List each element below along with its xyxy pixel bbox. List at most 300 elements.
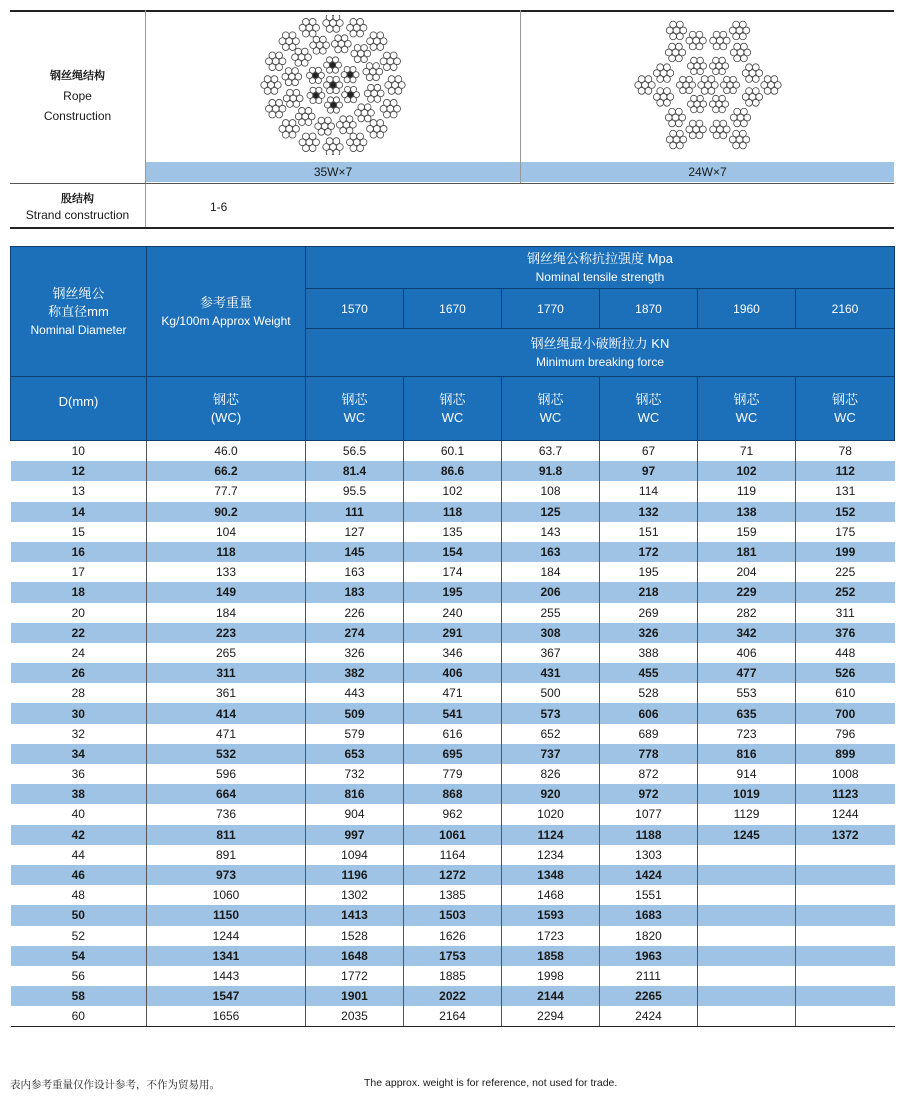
force-cell: 127 bbox=[306, 522, 404, 542]
force-cell: 159 bbox=[698, 522, 796, 542]
table-row bbox=[11, 845, 895, 865]
force-cell: 868 bbox=[404, 784, 502, 804]
force-header bbox=[306, 329, 895, 377]
force-cell: 1077 bbox=[600, 804, 698, 824]
force-cell: 500 bbox=[502, 683, 600, 703]
table-row bbox=[11, 986, 895, 1006]
force-cell: 1468 bbox=[502, 885, 600, 905]
force-cell: 1885 bbox=[404, 966, 502, 986]
grade-header: 1670 bbox=[404, 289, 502, 329]
diameter-cell: 42 bbox=[11, 825, 147, 845]
weight-cell: 1244 bbox=[147, 926, 306, 946]
force-cell: 308 bbox=[502, 623, 600, 643]
d-mm-header: D(mm) bbox=[11, 377, 147, 441]
force-cell: 431 bbox=[502, 663, 600, 683]
weight-cell: 1060 bbox=[147, 885, 306, 905]
diameter-cell: 22 bbox=[11, 623, 147, 643]
force-cell bbox=[698, 1006, 796, 1027]
force-cell: 1234 bbox=[502, 845, 600, 865]
force-cell bbox=[796, 845, 895, 865]
weight-cell: 223 bbox=[147, 623, 306, 643]
diameter-cell: 15 bbox=[11, 522, 147, 542]
force-cell bbox=[698, 926, 796, 946]
force-cell: 78 bbox=[796, 441, 895, 462]
core-label-zh: 钢芯 bbox=[537, 391, 564, 407]
force-cell bbox=[796, 885, 895, 905]
force-cell: 443 bbox=[306, 683, 404, 703]
force-cell: 2111 bbox=[600, 966, 698, 986]
mid-rule bbox=[10, 183, 894, 184]
force-cell: 2022 bbox=[404, 986, 502, 1006]
force-cell: 1753 bbox=[404, 946, 502, 966]
force-cell: 174 bbox=[404, 562, 502, 582]
grade-header: 1960 bbox=[698, 289, 796, 329]
force-cell: 541 bbox=[404, 703, 502, 723]
force-cell: 56.5 bbox=[306, 441, 404, 462]
diameter-cell: 50 bbox=[11, 905, 147, 925]
caption-35w7: 35W×7 bbox=[146, 162, 520, 182]
force-cell: 653 bbox=[306, 744, 404, 764]
weight-cell: 90.2 bbox=[147, 502, 306, 522]
diameter-cell: 52 bbox=[11, 926, 147, 946]
diameter-cell: 56 bbox=[11, 966, 147, 986]
strand-value: 1-6 bbox=[210, 200, 228, 214]
force-cell: 2035 bbox=[306, 1006, 404, 1027]
force-cell: 60.1 bbox=[404, 441, 502, 462]
core-label-zh: 钢芯 bbox=[341, 391, 368, 407]
bottom-rule bbox=[10, 227, 894, 229]
force-cell: 172 bbox=[600, 542, 698, 562]
weight-cell: 118 bbox=[147, 542, 306, 562]
force-cell: 151 bbox=[600, 522, 698, 542]
force-cell: 1385 bbox=[404, 885, 502, 905]
strand-label-zh: 股结构 bbox=[61, 193, 94, 205]
force-cell: 1424 bbox=[600, 865, 698, 885]
force-cell: 206 bbox=[502, 582, 600, 602]
force-cell: 779 bbox=[404, 764, 502, 784]
strand-label-en: Strand construction bbox=[25, 208, 130, 222]
force-cell bbox=[698, 986, 796, 1006]
table-row bbox=[11, 825, 895, 845]
force-cell: 138 bbox=[698, 502, 796, 522]
table-row bbox=[11, 481, 895, 501]
force-cell: 1998 bbox=[502, 966, 600, 986]
weight-cell: 184 bbox=[147, 603, 306, 623]
force-cell bbox=[796, 946, 895, 966]
diameter-cell: 46 bbox=[11, 865, 147, 885]
rope-construction-label bbox=[10, 10, 145, 182]
table-row bbox=[11, 542, 895, 562]
rope-diagram-35w7 bbox=[146, 10, 520, 160]
weight-header bbox=[147, 247, 306, 377]
table-row bbox=[11, 663, 895, 683]
core-label-zh: 钢芯 bbox=[831, 391, 858, 407]
diameter-cell: 60 bbox=[11, 1006, 147, 1027]
force-cell: 152 bbox=[796, 502, 895, 522]
weight-cell: 664 bbox=[147, 784, 306, 804]
force-cell: 1963 bbox=[600, 946, 698, 966]
force-cell: 962 bbox=[404, 804, 502, 824]
footnote-en: The approx. weight is for reference, not used for trade. bbox=[364, 1077, 618, 1089]
force-cell: 872 bbox=[600, 764, 698, 784]
diameter-cell: 34 bbox=[11, 744, 147, 764]
strength-header bbox=[306, 247, 895, 289]
force-cell: 700 bbox=[796, 703, 895, 723]
force-cell bbox=[796, 986, 895, 1006]
force-cell bbox=[698, 845, 796, 865]
table-row bbox=[11, 461, 895, 481]
table-row bbox=[11, 1006, 895, 1027]
force-cell: 652 bbox=[502, 724, 600, 744]
force-cell: 723 bbox=[698, 724, 796, 744]
force-cell: 1244 bbox=[796, 804, 895, 824]
core-label-en: WC bbox=[343, 409, 366, 425]
force-cell: 448 bbox=[796, 643, 895, 663]
force-cell bbox=[698, 966, 796, 986]
diameter-cell: 18 bbox=[11, 582, 147, 602]
force-cell: 125 bbox=[502, 502, 600, 522]
rope-label-en-1: Rope bbox=[63, 89, 92, 103]
force-cell: 346 bbox=[404, 643, 502, 663]
force-cell: 997 bbox=[306, 825, 404, 845]
strand-construction-label bbox=[10, 186, 145, 228]
force-cell: 1164 bbox=[404, 845, 502, 865]
diameter-header bbox=[11, 247, 147, 377]
weight-cell: 66.2 bbox=[147, 461, 306, 481]
force-cell: 606 bbox=[600, 703, 698, 723]
weight-cell: 596 bbox=[147, 764, 306, 784]
force-cell: 1019 bbox=[698, 784, 796, 804]
force-cell: 135 bbox=[404, 522, 502, 542]
weight-cell: 46.0 bbox=[147, 441, 306, 462]
force-cell: 1772 bbox=[306, 966, 404, 986]
force-cell: 914 bbox=[698, 764, 796, 784]
force-cell: 816 bbox=[698, 744, 796, 764]
force-cell bbox=[698, 865, 796, 885]
force-cell: 526 bbox=[796, 663, 895, 683]
force-cell: 471 bbox=[404, 683, 502, 703]
force-cell: 904 bbox=[306, 804, 404, 824]
weight-cell: 1547 bbox=[147, 986, 306, 1006]
weight-cell: 265 bbox=[147, 643, 306, 663]
core-header bbox=[306, 377, 404, 441]
diameter-cell: 30 bbox=[11, 703, 147, 723]
core-label-zh: 钢芯 bbox=[439, 391, 466, 407]
force-cell: 255 bbox=[502, 603, 600, 623]
footnote-zh: 表内参考重量仅作设计参考，不作为贸易用。 bbox=[10, 1079, 220, 1091]
diameter-cell: 44 bbox=[11, 845, 147, 865]
force-cell: 2265 bbox=[600, 986, 698, 1006]
force-cell: 1901 bbox=[306, 986, 404, 1006]
core-header bbox=[600, 377, 698, 441]
force-cell: 291 bbox=[404, 623, 502, 643]
weight-cell: 471 bbox=[147, 724, 306, 744]
force-cell bbox=[698, 905, 796, 925]
force-cell bbox=[796, 865, 895, 885]
force-cell: 181 bbox=[698, 542, 796, 562]
weight-header-zh: 参考重量 bbox=[199, 294, 252, 310]
weight-core-header bbox=[147, 377, 306, 441]
force-cell: 1094 bbox=[306, 845, 404, 865]
force-cell: 102 bbox=[404, 481, 502, 501]
core-header bbox=[502, 377, 600, 441]
core-header bbox=[404, 377, 502, 441]
force-cell: 1129 bbox=[698, 804, 796, 824]
table-row bbox=[11, 643, 895, 663]
force-cell: 616 bbox=[404, 724, 502, 744]
force-cell: 1348 bbox=[502, 865, 600, 885]
table-body bbox=[11, 441, 895, 1027]
diameter-cell: 48 bbox=[11, 885, 147, 905]
weight-cell: 1341 bbox=[147, 946, 306, 966]
table-row bbox=[11, 623, 895, 643]
force-cell: 163 bbox=[306, 562, 404, 582]
table-row bbox=[11, 502, 895, 522]
weight-cell: 1656 bbox=[147, 1006, 306, 1027]
force-cell: 240 bbox=[404, 603, 502, 623]
table-row bbox=[11, 683, 895, 703]
force-cell: 376 bbox=[796, 623, 895, 643]
core-label-en: WC bbox=[735, 409, 758, 425]
weight-cell: 973 bbox=[147, 865, 306, 885]
force-cell: 737 bbox=[502, 744, 600, 764]
caption-24w7: 24W×7 bbox=[521, 162, 894, 182]
force-cell: 406 bbox=[698, 643, 796, 663]
force-cell: 119 bbox=[698, 481, 796, 501]
table-row bbox=[11, 562, 895, 582]
force-cell bbox=[796, 926, 895, 946]
weight-cell: 891 bbox=[147, 845, 306, 865]
rope-cross-section-35w7-icon bbox=[258, 15, 408, 155]
rope-construction-section bbox=[10, 10, 894, 228]
weight-cell: 361 bbox=[147, 683, 306, 703]
core-header bbox=[698, 377, 796, 441]
diameter-cell: 26 bbox=[11, 663, 147, 683]
force-cell: 195 bbox=[600, 562, 698, 582]
force-cell: 252 bbox=[796, 582, 895, 602]
force-cell: 199 bbox=[796, 542, 895, 562]
force-cell: 195 bbox=[404, 582, 502, 602]
weight-cell: 811 bbox=[147, 825, 306, 845]
grade-header: 1570 bbox=[306, 289, 404, 329]
force-cell: 1723 bbox=[502, 926, 600, 946]
force-cell: 1551 bbox=[600, 885, 698, 905]
force-cell: 1303 bbox=[600, 845, 698, 865]
table-row bbox=[11, 603, 895, 623]
force-cell: 108 bbox=[502, 481, 600, 501]
table-row bbox=[11, 724, 895, 744]
force-cell: 553 bbox=[698, 683, 796, 703]
force-cell: 111 bbox=[306, 502, 404, 522]
core-label-zh: 钢芯 bbox=[212, 391, 239, 407]
force-cell bbox=[796, 905, 895, 925]
force-cell: 635 bbox=[698, 703, 796, 723]
diameter-cell: 58 bbox=[11, 986, 147, 1006]
force-cell: 342 bbox=[698, 623, 796, 643]
table-row bbox=[11, 703, 895, 723]
table-row bbox=[11, 885, 895, 905]
weight-cell: 736 bbox=[147, 804, 306, 824]
table-row bbox=[11, 865, 895, 885]
force-cell: 71 bbox=[698, 441, 796, 462]
core-label-en: (WC) bbox=[210, 409, 242, 425]
weight-cell: 414 bbox=[147, 703, 306, 723]
core-label-en: WC bbox=[441, 409, 464, 425]
force-cell: 183 bbox=[306, 582, 404, 602]
force-cell bbox=[698, 885, 796, 905]
force-cell: 528 bbox=[600, 683, 698, 703]
diameter-cell: 32 bbox=[11, 724, 147, 744]
weight-cell: 104 bbox=[147, 522, 306, 542]
diameter-cell: 36 bbox=[11, 764, 147, 784]
force-cell bbox=[796, 966, 895, 986]
weight-header-en: Kg/100m Approx Weight bbox=[161, 313, 291, 328]
diameter-cell: 20 bbox=[11, 603, 147, 623]
core-label-en: WC bbox=[539, 409, 562, 425]
force-cell: 455 bbox=[600, 663, 698, 683]
force-cell: 610 bbox=[796, 683, 895, 703]
force-cell: 175 bbox=[796, 522, 895, 542]
force-cell: 95.5 bbox=[306, 481, 404, 501]
table-row bbox=[11, 926, 895, 946]
force-header-zh: 钢丝绳最小破断拉力 KN bbox=[530, 335, 670, 351]
grade-header: 1870 bbox=[600, 289, 698, 329]
force-cell: 920 bbox=[502, 784, 600, 804]
force-cell: 509 bbox=[306, 703, 404, 723]
force-cell: 1593 bbox=[502, 905, 600, 925]
force-cell: 367 bbox=[502, 643, 600, 663]
force-cell: 778 bbox=[600, 744, 698, 764]
breaking-force-table bbox=[10, 246, 895, 1027]
force-cell: 2294 bbox=[502, 1006, 600, 1027]
rope-diagram-24w7 bbox=[521, 10, 894, 160]
force-cell: 86.6 bbox=[404, 461, 502, 481]
force-cell: 695 bbox=[404, 744, 502, 764]
diameter-cell: 24 bbox=[11, 643, 147, 663]
force-cell: 2424 bbox=[600, 1006, 698, 1027]
force-cell: 816 bbox=[306, 784, 404, 804]
force-cell: 114 bbox=[600, 481, 698, 501]
force-cell: 579 bbox=[306, 724, 404, 744]
force-cell: 131 bbox=[796, 481, 895, 501]
force-cell: 1245 bbox=[698, 825, 796, 845]
weight-cell: 133 bbox=[147, 562, 306, 582]
force-cell: 163 bbox=[502, 542, 600, 562]
force-cell: 326 bbox=[600, 623, 698, 643]
force-cell: 229 bbox=[698, 582, 796, 602]
force-cell: 102 bbox=[698, 461, 796, 481]
force-cell: 91.8 bbox=[502, 461, 600, 481]
table-row bbox=[11, 966, 895, 986]
force-cell: 2144 bbox=[502, 986, 600, 1006]
diameter-cell: 10 bbox=[11, 441, 147, 462]
force-cell: 1061 bbox=[404, 825, 502, 845]
weight-cell: 1443 bbox=[147, 966, 306, 986]
weight-cell: 1150 bbox=[147, 905, 306, 925]
table-row bbox=[11, 905, 895, 925]
force-cell: 225 bbox=[796, 562, 895, 582]
strength-header-en: Nominal tensile strength bbox=[535, 269, 665, 284]
force-cell bbox=[698, 946, 796, 966]
rope-label-en-2: Construction bbox=[43, 109, 112, 123]
force-cell: 1272 bbox=[404, 865, 502, 885]
force-cell: 184 bbox=[502, 562, 600, 582]
force-cell: 1188 bbox=[600, 825, 698, 845]
force-cell: 1020 bbox=[502, 804, 600, 824]
force-cell: 67 bbox=[600, 441, 698, 462]
force-cell: 1123 bbox=[796, 784, 895, 804]
force-cell: 226 bbox=[306, 603, 404, 623]
force-cell: 382 bbox=[306, 663, 404, 683]
force-cell: 97 bbox=[600, 461, 698, 481]
diameter-cell: 16 bbox=[11, 542, 147, 562]
force-cell: 1372 bbox=[796, 825, 895, 845]
diameter-cell: 40 bbox=[11, 804, 147, 824]
force-cell: 118 bbox=[404, 502, 502, 522]
table-row bbox=[11, 784, 895, 804]
force-cell: 899 bbox=[796, 744, 895, 764]
force-cell: 63.7 bbox=[502, 441, 600, 462]
force-cell: 826 bbox=[502, 764, 600, 784]
force-cell: 282 bbox=[698, 603, 796, 623]
rope-label-zh: 钢丝绳结构 bbox=[50, 70, 105, 82]
force-cell: 1196 bbox=[306, 865, 404, 885]
core-label-zh: 钢芯 bbox=[733, 391, 760, 407]
diameter-cell: 13 bbox=[11, 481, 147, 501]
diameter-header-en: Nominal Diameter bbox=[30, 322, 127, 337]
table-row bbox=[11, 522, 895, 542]
table-row bbox=[11, 946, 895, 966]
table-row bbox=[11, 744, 895, 764]
table-row bbox=[11, 441, 895, 462]
force-cell: 1648 bbox=[306, 946, 404, 966]
force-cell: 204 bbox=[698, 562, 796, 582]
force-cell: 1626 bbox=[404, 926, 502, 946]
diameter-cell: 14 bbox=[11, 502, 147, 522]
table-row bbox=[11, 804, 895, 824]
force-cell: 274 bbox=[306, 623, 404, 643]
diameter-cell: 17 bbox=[11, 562, 147, 582]
diameter-header-zh-1: 钢丝绳公 bbox=[52, 285, 105, 301]
weight-cell: 77.7 bbox=[147, 481, 306, 501]
force-cell: 143 bbox=[502, 522, 600, 542]
table-row bbox=[11, 764, 895, 784]
force-cell: 81.4 bbox=[306, 461, 404, 481]
force-cell: 689 bbox=[600, 724, 698, 744]
force-cell: 311 bbox=[796, 603, 895, 623]
table-row bbox=[11, 582, 895, 602]
force-cell: 2164 bbox=[404, 1006, 502, 1027]
diameter-cell: 12 bbox=[11, 461, 147, 481]
force-cell: 326 bbox=[306, 643, 404, 663]
grade-header: 2160 bbox=[796, 289, 895, 329]
force-cell: 269 bbox=[600, 603, 698, 623]
force-cell: 796 bbox=[796, 724, 895, 744]
force-cell: 112 bbox=[796, 461, 895, 481]
force-cell bbox=[796, 1006, 895, 1027]
force-cell: 573 bbox=[502, 703, 600, 723]
core-label-en: WC bbox=[637, 409, 660, 425]
force-cell: 1413 bbox=[306, 905, 404, 925]
force-cell: 1820 bbox=[600, 926, 698, 946]
weight-cell: 311 bbox=[147, 663, 306, 683]
force-cell: 1503 bbox=[404, 905, 502, 925]
force-cell: 132 bbox=[600, 502, 698, 522]
force-cell: 972 bbox=[600, 784, 698, 804]
diameter-header-zh-2: 称直径mm bbox=[48, 303, 109, 319]
core-label-en: WC bbox=[834, 409, 856, 425]
force-cell: 1528 bbox=[306, 926, 404, 946]
